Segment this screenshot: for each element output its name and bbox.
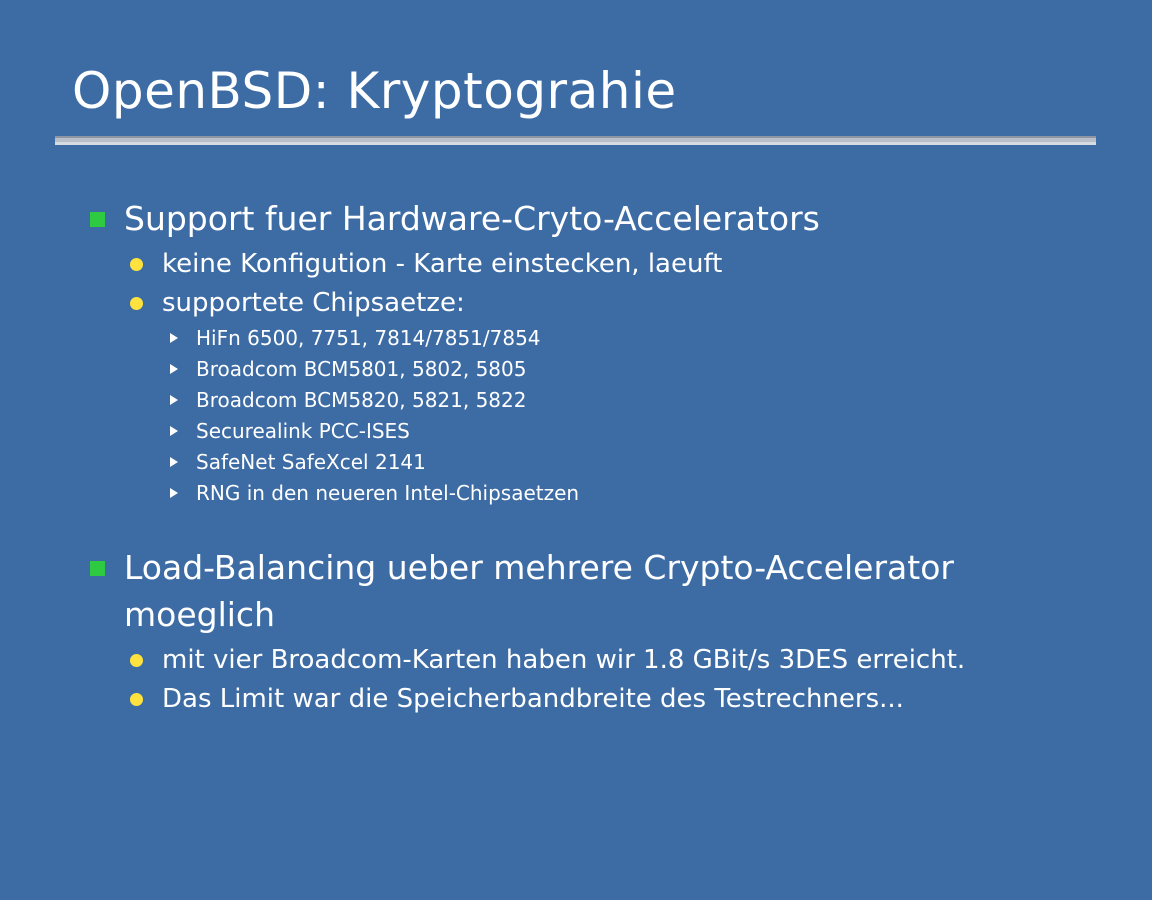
triangle-bullet-icon: [170, 333, 178, 343]
triangle-bullet-icon: [170, 488, 178, 498]
bullet-level2: [86, 284, 1106, 323]
page-title: OpenBSD: Kryptograhie: [72, 62, 677, 120]
bullet-level2-text: mit vier Broadcom-Karten haben wir 1.8 GBit/s 3DES erreicht.: [162, 644, 966, 675]
bullet-level2-text: supportete Chipsaetze:: [162, 287, 465, 318]
content-section: [86, 196, 1106, 509]
triangle-bullet-icon: [170, 426, 178, 436]
bullet-level3-text: Broadcom BCM5820, 5821, 5822: [196, 387, 527, 412]
bullet-level1: [86, 545, 1106, 639]
bullet-level2: [86, 641, 1106, 680]
bullet-level2: [86, 245, 1106, 284]
slide-content: [86, 196, 1106, 719]
bullet-level3: [86, 478, 1106, 509]
bullet-level2: [86, 680, 1106, 719]
circle-bullet-icon: [130, 693, 143, 706]
bullet-level3-text: Broadcom BCM5801, 5802, 5805: [196, 356, 527, 381]
bullet-level3: [86, 385, 1106, 416]
content-section: [86, 545, 1106, 719]
title-divider-highlight: [55, 142, 1096, 145]
bullet-level1-text: Support fuer Hardware-Cryto-Accelerators: [124, 199, 820, 238]
bullet-level3: [86, 447, 1106, 478]
triangle-bullet-icon: [170, 395, 178, 405]
triangle-bullet-icon: [170, 364, 178, 374]
bullet-level3-text: RNG in den neueren Intel-Chipsaetzen: [196, 480, 580, 505]
bullet-level2-text: Das Limit war die Speicherbandbreite des Testrechners...: [162, 683, 904, 714]
circle-bullet-icon: [130, 654, 143, 667]
title-divider: [55, 136, 1096, 145]
square-bullet-icon: [90, 561, 105, 576]
bullet-level3: [86, 323, 1106, 354]
bullet-level1: [86, 196, 1106, 243]
circle-bullet-icon: [130, 297, 143, 310]
circle-bullet-icon: [130, 258, 143, 271]
bullet-level2-text: keine Konfigution - Karte einstecken, laeuft: [162, 248, 723, 279]
bullet-level3: [86, 416, 1106, 447]
bullet-level3-text: HiFn 6500, 7751, 7814/7851/7854: [196, 325, 541, 350]
triangle-bullet-icon: [170, 457, 178, 467]
bullet-level3-text: SafeNet SafeXcel 2141: [196, 449, 426, 474]
square-bullet-icon: [90, 212, 105, 227]
bullet-level3: [86, 354, 1106, 385]
bullet-level1-text: Load-Balancing ueber mehrere Crypto-Accelerator moeglich: [124, 547, 954, 634]
bullet-level3-text: Securealink PCC-ISES: [196, 418, 410, 443]
section-spacer: [86, 509, 1106, 545]
